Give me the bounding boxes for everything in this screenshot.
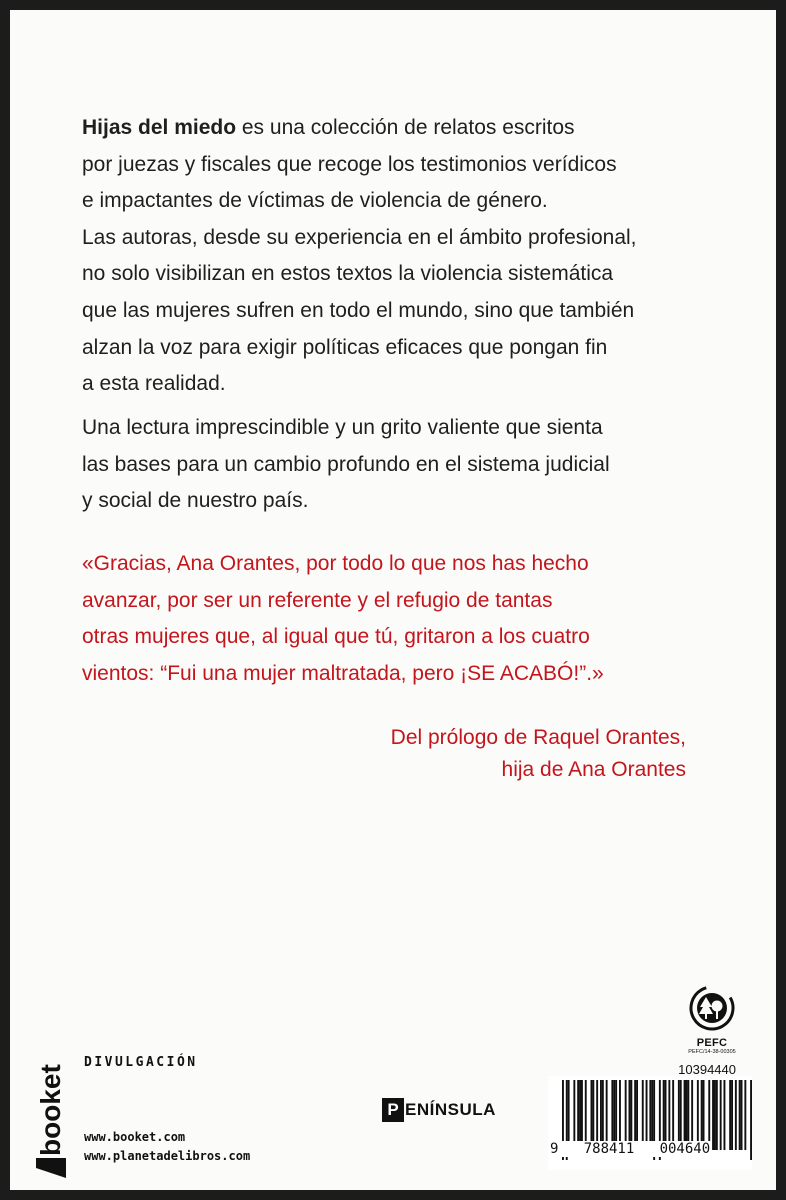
pefc-label: PEFC [696,1037,728,1049]
pefc-certification [682,985,742,1055]
summary-line: y social de nuestro país. [82,489,309,513]
barcode-bar [672,1080,674,1150]
barcode-bar [642,1080,644,1150]
barcode-bar [606,1080,608,1150]
description-line: alzan la voz para exigir políticas eficaces que pongan fin [82,335,608,359]
barcode-bar [581,1080,583,1150]
genre-label: DIVULGACIÓN [84,1055,198,1070]
url-booket: www.booket.com [84,1130,186,1144]
barcode-bar [619,1080,621,1150]
prologue-quote [82,546,722,692]
barcode-bar [573,1080,575,1150]
barcode-bar [691,1080,693,1150]
barcode-bar [634,1080,636,1150]
pefc-trees-icon [689,985,735,1031]
barcode-bar [687,1080,689,1150]
publisher-name: ENÍNSULA [405,1100,496,1119]
barcode-bar [591,1080,593,1150]
description-paragraph [82,110,722,403]
description-line: no solo visibilizan en estos textos la violencia sistemática [82,262,614,286]
barcode-bar [568,1080,570,1150]
quote-line: vientos: “Fui una mujer maltratada, pero ¡SE ACABÓ!”.» [82,661,604,685]
barcode-bar [649,1080,651,1150]
barcode-bar [636,1080,638,1150]
publisher-logo [382,1098,496,1122]
barcode-bar [630,1080,632,1150]
description-line: a esta realidad. [82,372,226,396]
barcode-bar [613,1080,615,1150]
description-line: por juezas y fiscales que recoge los testimonios verídicos [82,152,617,176]
barcode-bar [596,1080,598,1150]
barcode-bar [577,1080,579,1150]
barcode-bar [629,1080,631,1150]
pefc-code: PEFC/14-38-00305 [688,1049,736,1055]
summary-paragraph [82,410,722,520]
barcode-bar [680,1080,682,1150]
isbn-text: 9 788411 004640 [550,1141,711,1157]
attribution-line: Del prólogo de Raquel Orantes, [390,726,686,749]
barcode-bar [724,1080,726,1150]
barcode-bar [735,1080,737,1150]
barcode-bar [703,1080,705,1150]
quote-line: «Gracias, Ana Orantes, por todo lo que nos has hecho [82,552,589,575]
barcode-bar [720,1080,722,1150]
quote-line: otras mujeres que, al igual que tú, gritaron a los cuatro [82,625,590,649]
barcode-bar [714,1080,716,1150]
quote-attribution [391,722,686,786]
back-cover [10,10,776,1190]
barcode-bar [697,1080,699,1150]
barcode-bar [579,1080,581,1150]
barcode-bar [684,1080,686,1150]
barcode-bar [615,1080,617,1150]
barcode-bar [646,1080,648,1150]
booket-logo [30,1052,72,1180]
book-title: Hijas del miedo [82,116,237,139]
barcode-bar [708,1080,710,1150]
barcode-bar [731,1080,733,1150]
barcode-bar [678,1080,680,1150]
barcode-bar [668,1080,670,1150]
description-line: Las autoras, desde su experiencia en el ámbito profesional, [82,225,637,249]
url-planetadelibros: www.planetadelibros.com [84,1149,251,1163]
isbn-digits [548,1141,752,1157]
quote-line: avanzar, por ser un referente y el refugio de tantas [82,588,553,612]
barcode-bar [611,1080,613,1150]
description-line-1: Hijas del miedo es una colección de relatos escritos [82,116,575,139]
description-line: que las mujeres sufren en todo el mundo, sino que también [82,298,635,322]
barcode-bar [701,1080,703,1150]
barcode-bar [729,1080,731,1150]
website-links [84,1128,250,1166]
publisher-initial: P [382,1098,404,1122]
barcode-bar [625,1080,627,1150]
barcode-bar [739,1080,741,1150]
barcode-bar [741,1080,743,1150]
barcode-bar [592,1080,594,1150]
product-code: 10394440 [678,1062,736,1077]
barcode-bar [602,1080,604,1150]
barcode-bar [716,1080,718,1150]
barcode-bar [585,1080,587,1150]
description-line: e impactantes de víctimas de violencia de género. [82,189,548,213]
barcode-bar [712,1080,714,1150]
attribution-line: hija de Ana Orantes [501,758,686,781]
barcode-bar [600,1080,602,1150]
summary-line: las bases para un cambio profundo en el sistema judicial [82,452,610,476]
barcode-bar [744,1080,746,1150]
barcode-bar [686,1080,688,1150]
booket-logo-text: booket [35,1064,66,1156]
barcode-bar [663,1080,665,1150]
barcode-bar [665,1080,667,1150]
summary-line: Una lectura imprescindible y un grito valiente que sienta [82,416,603,439]
barcode-bar [651,1080,653,1150]
